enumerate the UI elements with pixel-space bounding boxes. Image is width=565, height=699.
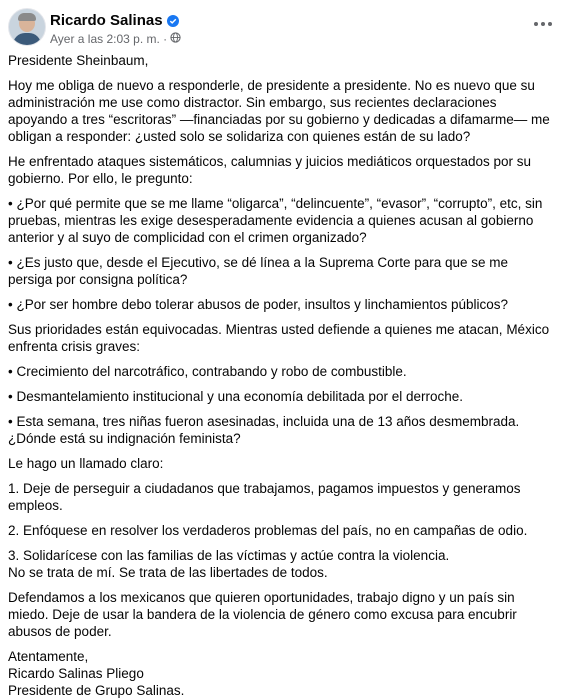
- post-paragraph: • ¿Por ser hombre debo tolerar abusos de poder, insultos y linchamientos públicos?: [8, 297, 509, 312]
- post-paragraph: Presidente Sheinbaum,: [8, 53, 149, 68]
- post-paragraph: Hoy me obliga de nuevo a responderle, de presidente a presidente. No es nuevo que su administración me use como distractor. Sin embargo, sus recientes declaraciones apoyando a tres “escritoras” —financiadas por su gobierno y dedicadas a difamarme— me obligan a responder: ¿usted solo se solidariza con quienes están de su lado?: [8, 78, 550, 144]
- post-paragraph: Defendamos a los mexicanos que quieren oportunidades, trabajo digno y un país sin miedo. Deje de usar la bandera de la violencia de género como excusa para encubrir abusos de poder.: [8, 590, 517, 639]
- post-paragraph: He enfrentado ataques sistemáticos, calumnias y juicios mediáticos orquestados por su gobierno. Por ello, le pregunto:: [8, 154, 532, 186]
- author-name[interactable]: Ricardo Salinas: [50, 12, 163, 29]
- post-body: [8, 52, 556, 699]
- post-paragraph: • ¿Es justo que, desde el Ejecutivo, se dé línea a la Suprema Corte para que se me persiga por consigna política?: [8, 255, 509, 287]
- post-paragraph: Presidente de Grupo Salinas.: [8, 683, 185, 698]
- post-paragraph: Le hago un llamado claro:: [8, 456, 164, 471]
- post-timestamp[interactable]: Ayer a las 2:03 p. m. ·: [50, 32, 168, 46]
- post-paragraph: • Esta semana, tres niñas fueron asesinadas, incluida una de 13 años desmembrada. ¿Dónde está su indignación feminista?: [8, 414, 520, 446]
- post-paragraph: No se trata de mí. Se trata de las libertades de todos.: [8, 565, 328, 580]
- post-paragraph: 1. Deje de perseguir a ciudadanos que trabajamos, pagamos impuestos y generamos empleos.: [8, 481, 521, 513]
- globe-icon[interactable]: [170, 32, 181, 46]
- post-paragraph: 2. Enfóquese en resolver los verdaderos problemas del país, no en campañas de odio.: [8, 523, 528, 538]
- post-header: [8, 8, 557, 48]
- post-paragraph: • Desmantelamiento institucional y una economía debilitada por el derroche.: [8, 389, 463, 404]
- more-options-icon[interactable]: [531, 14, 555, 34]
- post-paragraph: Atentamente,: [8, 649, 89, 664]
- post-paragraph: Ricardo Salinas Pliego: [8, 666, 144, 681]
- post-paragraph: • Crecimiento del narcotráfico, contrabando y robo de combustible.: [8, 364, 407, 379]
- post-paragraph: Sus prioridades están equivocadas. Mientras usted defiende a quienes me atacan, México enfrenta crisis graves:: [8, 322, 550, 354]
- post-meta: [50, 32, 181, 46]
- post-paragraph: • ¿Por qué permite que se me llame “oligarca”, “delincuente”, “evasor”, “corrupto”, etc, sin pruebas, mientras les exige desesperadamente evidencia a quienes acusan al gobierno anterior y al suyo de complicidad con el crimen organizado?: [8, 196, 543, 245]
- author-row: [50, 12, 179, 29]
- author-avatar[interactable]: [8, 8, 46, 46]
- post-paragraph: 3. Solidarícese con las familias de las víctimas y actúe contra la violencia.: [8, 548, 450, 563]
- verified-badge-icon: [167, 15, 179, 27]
